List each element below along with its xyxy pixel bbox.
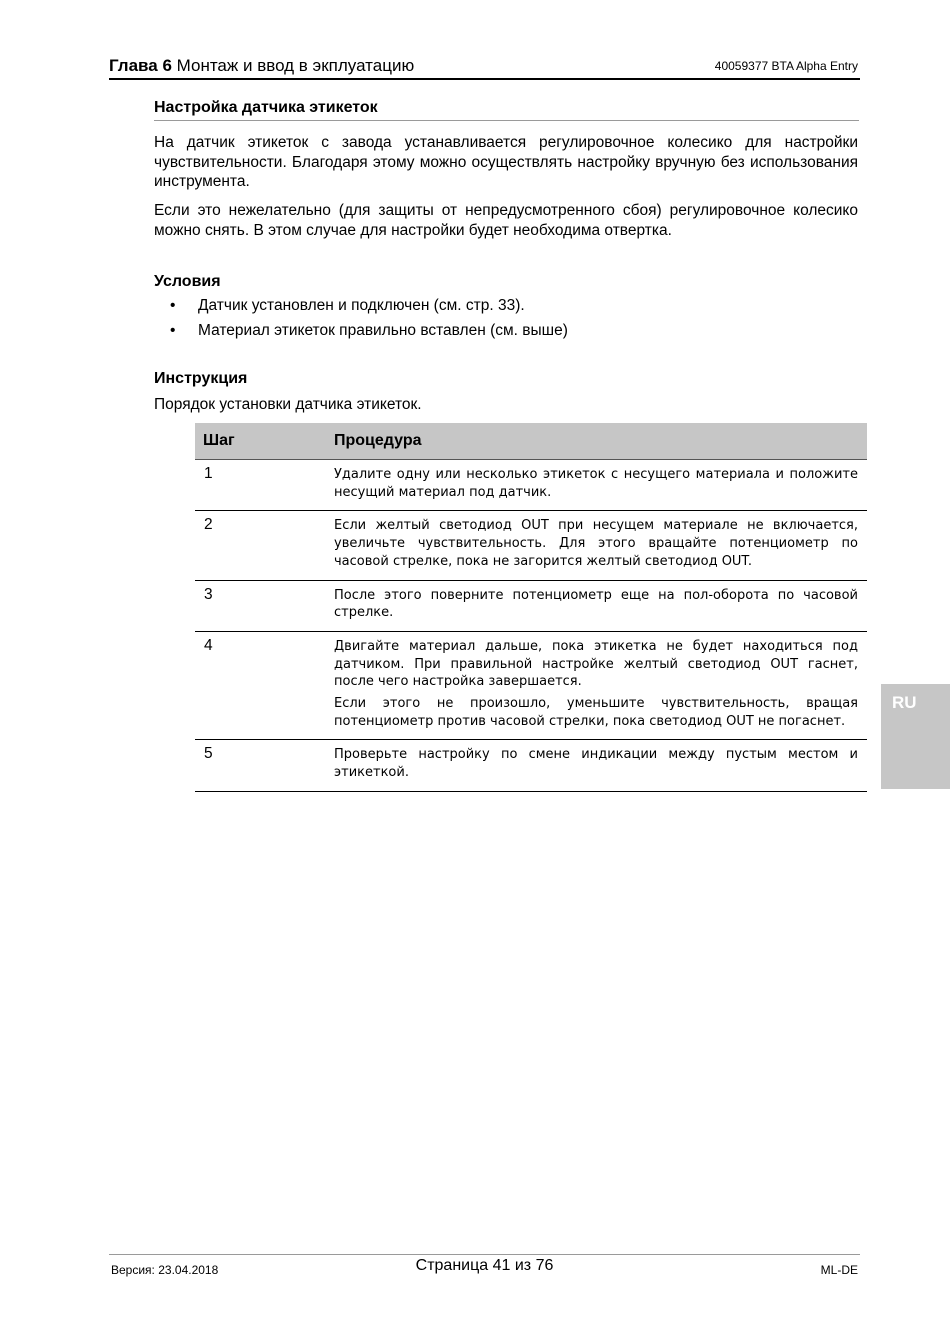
chapter-label: Глава 6 (109, 56, 172, 75)
bullet-icon: • (170, 297, 176, 314)
step-number: 4 (195, 631, 330, 740)
step-text: Двигайте материал дальше, пока этикетка не будет находиться под датчиком. При правильной настройке желтый светодиод OUT гаснет, после чего настройка завершается. (334, 638, 858, 690)
step-text: После этого поверните потенциометр еще на пол-оборота по часовой стрелке. (334, 587, 858, 621)
language-tab-label: RU (892, 693, 917, 712)
step-description (330, 740, 867, 791)
document-code: ML-DE (820, 1263, 858, 1277)
table-row (195, 460, 867, 511)
page-footer (109, 1254, 860, 1281)
version-text: Версия: 23.04.2018 (111, 1263, 219, 1277)
header-procedure: Процедура (330, 423, 867, 460)
step-text: Если желтый светодиод OUT при несущем материале не включается, увеличьте чувствительность. Для этого вращайте потенциометр по часовой стрелке, пока не загорится желтый светодиод OUT. (334, 518, 858, 569)
step-description (330, 631, 867, 740)
list-item (154, 321, 858, 346)
list-item (154, 296, 858, 321)
section-title-text: Настройка датчика этикеток (154, 99, 378, 116)
chapter-heading (109, 56, 414, 76)
table-row (195, 580, 867, 631)
table-header-row (195, 423, 867, 460)
page-header (109, 56, 860, 80)
conditions-title: Условия (154, 273, 221, 290)
document-id: 40059377 BTA Alpha Entry (714, 59, 858, 73)
step-number: 1 (195, 460, 330, 511)
step-number: 5 (195, 740, 330, 791)
step-description (330, 460, 867, 511)
table-row (195, 740, 867, 791)
language-tab (881, 684, 950, 789)
step-description (330, 580, 867, 631)
procedure-table (195, 423, 867, 792)
step-number: 2 (195, 511, 330, 580)
section-title (154, 99, 859, 121)
paragraph: На датчик этикеток с завода устанавливается регулировочное колесико для настройки чувствительности. Благодаря этому можно осуществлять настройку вручную без использования инструмента. (154, 134, 858, 190)
paragraph: Если это нежелательно (для защиты от непредусмотренного сбоя) регулировочное колесико можно снять. В этом случае для настройки будет необходима отвертка. (154, 202, 858, 239)
list-item-text: Датчик установлен и подключен (см. стр. 33). (198, 297, 525, 314)
chapter-title: Монтаж и ввод в экплуатацию (176, 56, 415, 75)
table-row (195, 631, 867, 740)
step-description (330, 511, 867, 580)
page-number: Страница 41 из 76 (415, 1257, 554, 1274)
instructions-title: Инструкция (154, 370, 248, 387)
step-number: 3 (195, 580, 330, 631)
conditions-list (154, 296, 858, 346)
table-row (195, 511, 867, 580)
bullet-icon: • (170, 322, 176, 339)
list-item-text: Материал этикеток правильно вставлен (см. выше) (198, 322, 568, 339)
step-text: Проверьте настройку по смене индикации между пустым местом и этикеткой. (334, 747, 858, 781)
step-text: Если этого не произошло, уменьшите чувствительность, вращая потенциометр против часовой стрелки, пока светодиод OUT не погаснет. (334, 696, 858, 729)
header-step: Шаг (195, 423, 330, 460)
step-text: Удалите одну или несколько этикеток с несущего материала и положите несущий материал под датчик. (334, 467, 858, 500)
instructions-intro: Порядок установки датчика этикеток. (154, 396, 422, 413)
